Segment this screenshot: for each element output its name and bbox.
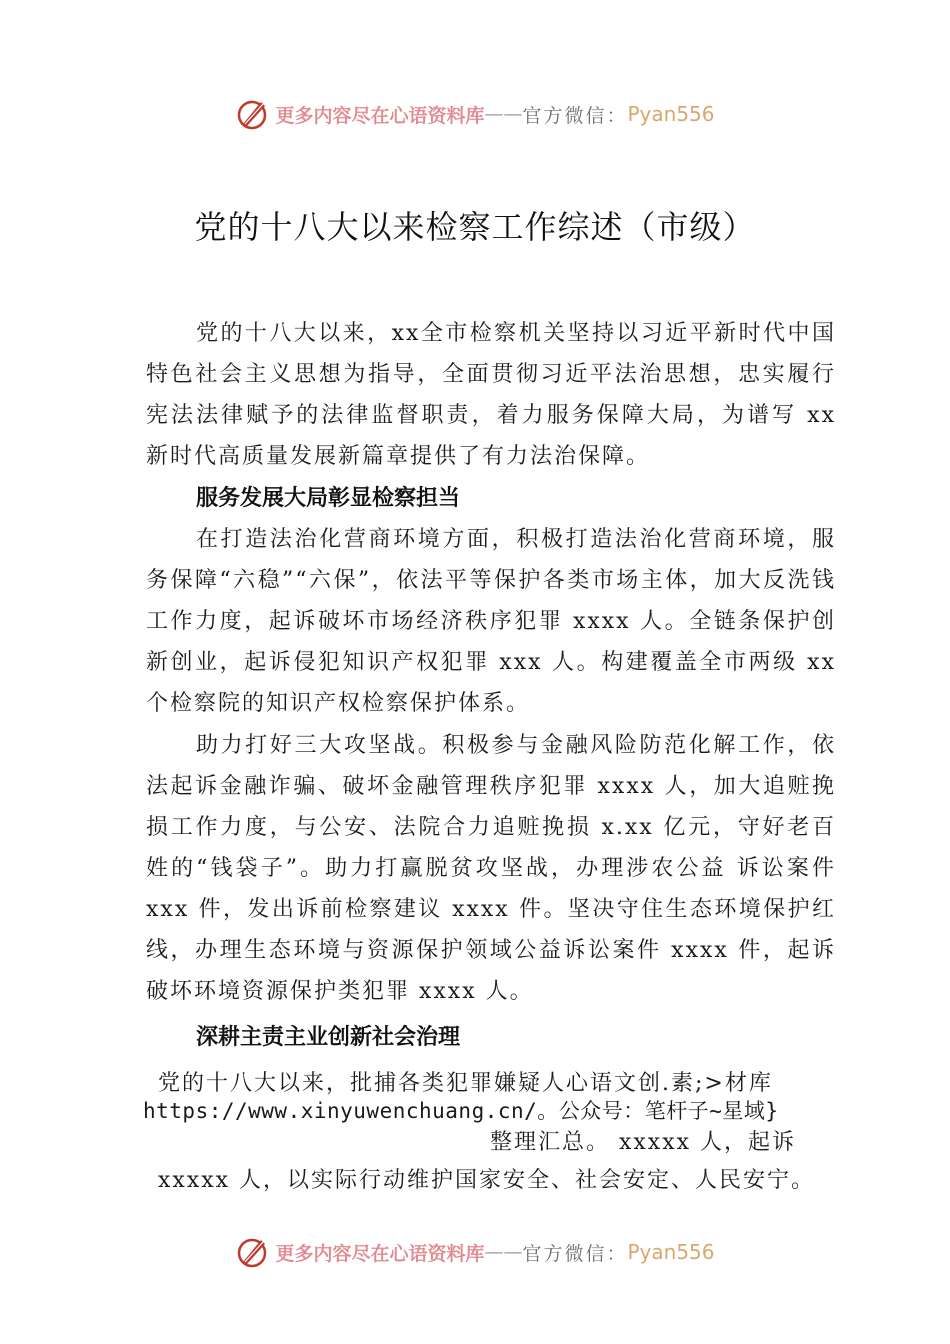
url-line: https://www.xinyuwenchuang.cn/。公众号：笔杆子~星域} [143, 1099, 779, 1123]
battles-paragraph: 助力打好三大攻坚战。积极参与金融风险防范化解工作，依法起诉金融诈骗、破坏金融管理秩序犯罪 xxxx 人，加大追赃挽损工作力度，与公安、法院合力追赃挽损 x.xx 亿元，守好老百姓的“钱袋子”。助力打赢脱贫攻坚战，办理涉农公益 诉讼案件 xxx 件，发出诉前检察建议 xxxx 件。坚决守住生态环境保护红线，办理生态环境与资源保护领域公益诉讼案件 xxxx 件，起诉破坏环境资源保护类犯罪 xxxx 人。 [146, 733, 836, 1004]
footer-banner [0, 1232, 950, 1272]
section-heading-service: 服务发展大局彰显检察担当 [196, 486, 461, 511]
banner-label: 官方微信： [522, 1242, 628, 1265]
banner-brand: 更多内容尽在心语资料库 [275, 104, 485, 127]
intro-paragraph: 党的十八大以来，xx全市检察机关坚持以习近平新时代中国特色社会主义思想为指导，全面贯彻习近平法治思想，忠实履行宪法法律赋予的法律监督职责，着力服务保障大局，为谱写 xx 新时代高质量发展新篇章提供了有力法治保障。 [146, 321, 836, 469]
banner-wechat-id: Pyan556 [627, 1240, 715, 1264]
banner-wechat-id: Pyan556 [627, 102, 715, 126]
quill-pen-logo-icon [235, 1234, 271, 1270]
quill-pen-logo-icon [235, 96, 271, 132]
banner-separator: —— [484, 1241, 523, 1263]
header-banner [0, 94, 950, 134]
business-paragraph: 在打造法治化营商环境方面，积极打造法治化营商环境，服务保障“六稳”“六保”，依法平等保护各类市场主体，加大反洗钱工作力度，起诉破坏市场经济秩序犯罪 xxxx 人。全链条保护创新创业，起诉侵犯知识产权犯罪 xxx 人。构建覆盖全市两级 xx 个检察院的知识产权检察保护体系。 [146, 527, 836, 716]
banner-brand: 更多内容尽在心语资料库 [275, 1242, 485, 1265]
text-line: 整理汇总。 xxxxx 人，起诉 [490, 1130, 797, 1155]
text-line: xxxxx 人，以实际行动维护国家安全、社会安定、人民安宁。 [158, 1168, 816, 1193]
banner-label: 官方微信： [522, 104, 628, 127]
document-title: 党的十八大以来检察工作综述（市级） [194, 208, 756, 246]
banner-separator: —— [484, 103, 523, 125]
section-heading-governance: 深耕主责主业创新社会治理 [196, 1025, 461, 1050]
text-line: 党的十八大以来，批捕各类犯罪嫌疑人心语文创.素;>材库 [158, 1071, 773, 1096]
